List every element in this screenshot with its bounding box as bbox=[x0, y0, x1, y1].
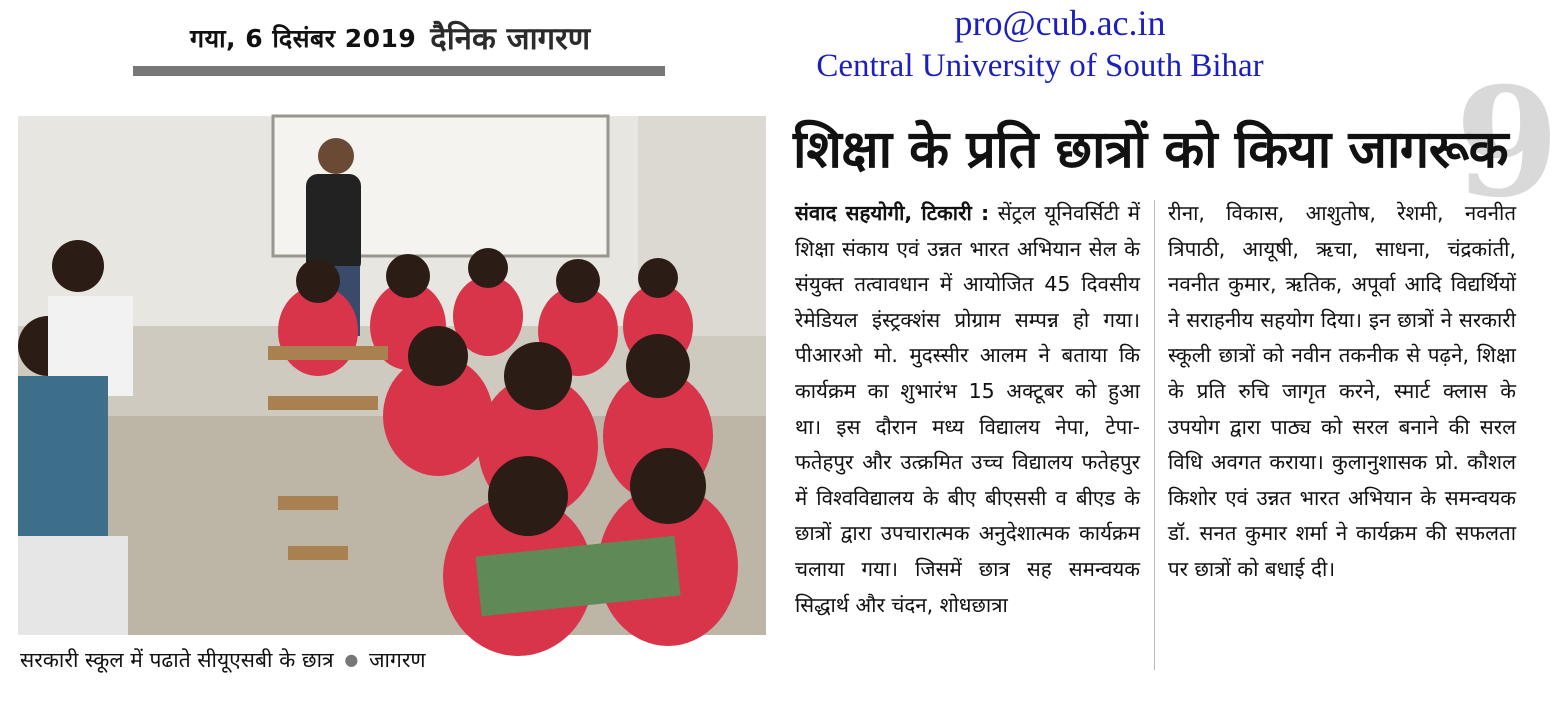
bullet-icon: ● bbox=[344, 650, 359, 669]
decorative-quote-icon: 9 bbox=[1455, 55, 1559, 231]
contact-email: pro@cub.ac.in bbox=[954, 3, 1166, 43]
article-byline: संवाद सहयोगी, टिकारी : bbox=[795, 201, 990, 225]
masthead-rule bbox=[133, 66, 665, 76]
article-column-1 bbox=[795, 196, 1140, 686]
column-divider bbox=[1154, 200, 1155, 670]
article-headline: शिक्षा के प्रति छात्रों को किया जागरूक bbox=[793, 120, 1509, 180]
article-column-1-text: सेंट्रल यूनिवर्सिटी में शिक्षा संकाय एवं उन्नत भारत अभियान सेल के संयुक्त तत्वावधान में आयोजित 45 दिवसीय रेमेडियल इंस्ट्रक्शंस प्रोग्राम सम्पन्न हो गया। पीआरओ मो. मुदस्सीर आलम ने बताया कि कार्यक्रम का शुभारंभ 15 अक्टूबर को हुआ था। इस दौरान मध्य विद्यालय नेपा, टेपा-फतेहपुर और उत्क्रमित उच्च विद्यालय फतेहपुर में विश्वविद्यालय के बीए बीएससी व बीएड के छात्रों द्वारा उपचारात्मक अनुदेशात्मक कार्यक्रम चलाया गया। जिसमें छात्र सह समन्वयक सिद्धार्थ और चंदन, शोधछात्रा bbox=[795, 201, 1140, 617]
university-name: Central University of South Bihar bbox=[816, 48, 1264, 84]
classroom-photo-illustration bbox=[18, 116, 766, 635]
masthead bbox=[140, 18, 665, 58]
photo-caption bbox=[20, 646, 780, 674]
dateline: गया, 6 दिसंबर 2019 bbox=[190, 24, 417, 53]
newspaper-name: दैनिक जागरण bbox=[430, 21, 591, 57]
news-photo bbox=[18, 116, 766, 635]
article-column-2 bbox=[1168, 196, 1516, 686]
caption-text: सरकारी स्कूल में पढाते सीयूएसबी के छात्र bbox=[20, 648, 334, 672]
contact-block bbox=[760, 0, 1320, 86]
article-column-2-text: रीना, विकास, आशुतोष, रेशमी, नवनीत त्रिपाठी, आयूषी, ऋचा, साधना, चंद्रकांती, नवनीत कुमार, ऋतिक, अपूर्वा आदि विद्यर्थियों ने सराहनीय सहयोग दिया। इन छात्रों ने सरकारी स्कूली छात्रों को नवीन तकनीक से पढ़ने, शिक्षा के प्रति रुचि जागृत करने, स्मार्ट क्लास के उपयोग द्वारा पाठ्य को सरल बनाने की सरल विधि अवगत कराया। कुलानुशासक प्रो. कौशल किशोर एवं उन्नत भारत अभियान के समन्वयक डॉ. सनत कुमार शर्मा ने कार्यक्रम की सफलता पर छात्रों को बधाई दी। bbox=[1168, 201, 1516, 581]
photo-credit: जागरण bbox=[368, 648, 426, 672]
